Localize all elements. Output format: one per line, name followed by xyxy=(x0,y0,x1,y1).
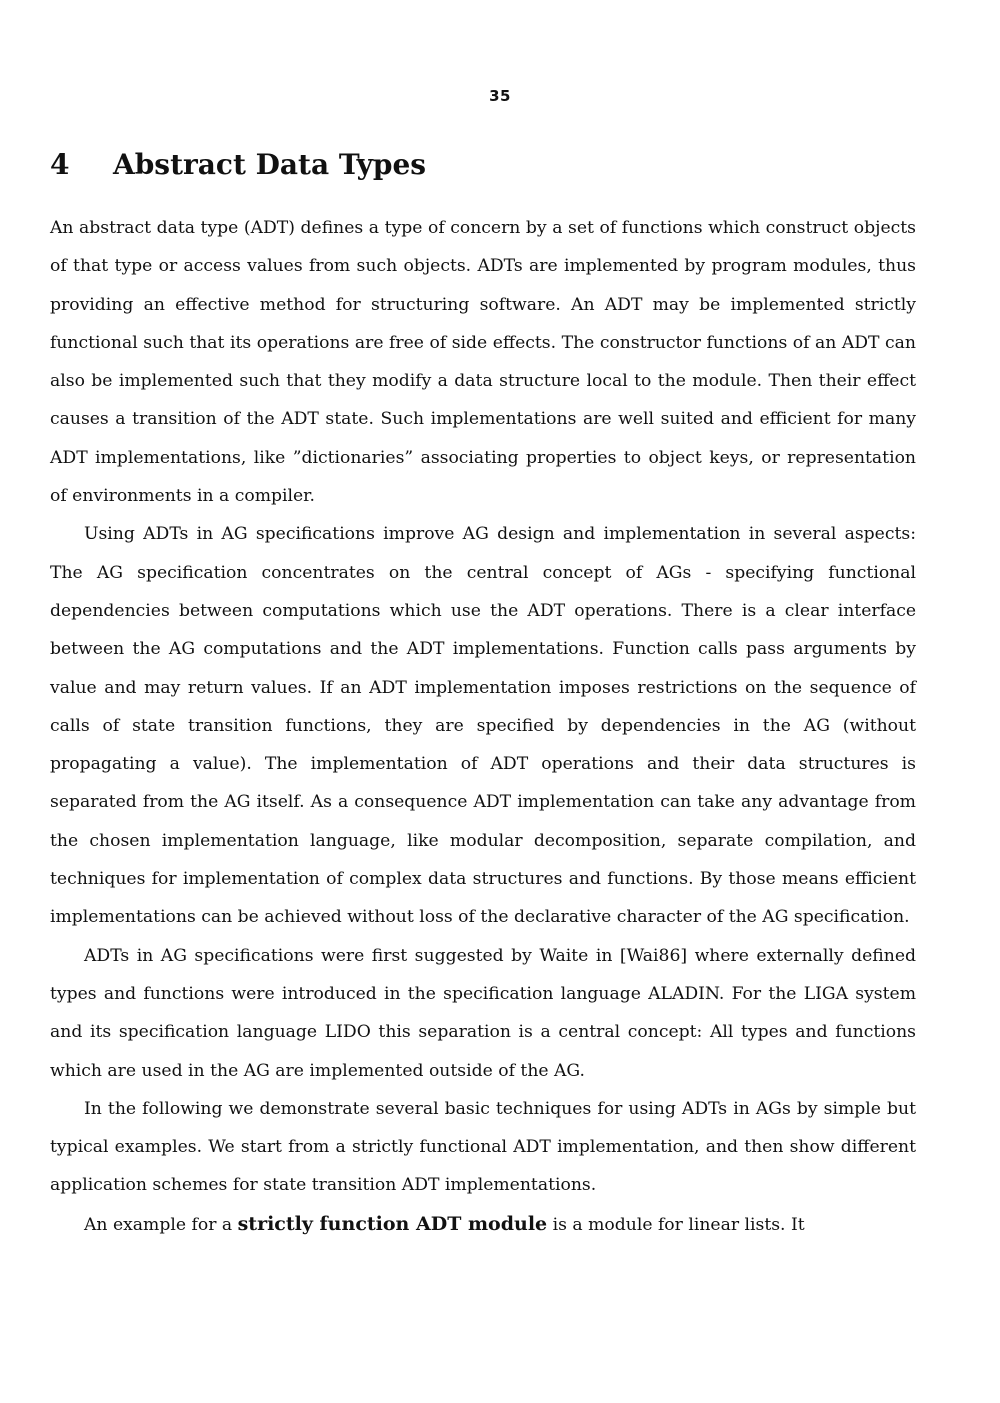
body-text xyxy=(50,209,916,1244)
paragraph-last xyxy=(50,1205,916,1244)
paragraph: ADTs in AG specifications were first suggested by Waite in [Wai86] where externally defined types and functions were introduced in the specification language ALADIN. For the LIGA system and its specification language LIDO this separation is a central concept: All types and functions which are used in the AG are implemented outside of the AG. xyxy=(50,945,916,1081)
page-number: 35 xyxy=(489,87,511,105)
section-number: 4 xyxy=(50,148,70,181)
paragraph: In the following we demonstrate several basic techniques for using ADTs in AGs by simple but typical examples. We start from a strictly functional ADT implementation, and then show different application schemes for state transition ADT implementations. xyxy=(50,1098,916,1196)
last-paragraph-prefix: An example for a xyxy=(84,1214,233,1235)
paragraph: Using ADTs in AG specifications improve AG design and implementation in several aspects: The AG specification concentrates on the central concept of AGs - specifying functional dependencies between computations which use the ADT operations. There is a clear interface between the AG computations and the ADT implementations. Function calls pass arguments by value and may return values. If an ADT implementation imposes restrictions on the sequence of calls of state transition functions, they are specified by dependencies in the AG (without propagating a value). The implementation of ADT operations and their data structures is separated from the AG itself. As a consequence ADT implementation can take any advantage from the chosen implementation language, like modular decomposition, separate compilation, and techniques for implementation of complex data structures and functions. By those means efficient implementations can be achieved without loss of the declarative character of the AG specification. xyxy=(50,524,916,928)
section-heading xyxy=(50,145,426,185)
last-paragraph-suffix: is a module for linear lists. It xyxy=(552,1214,805,1235)
bold-phrase: strictly function ADT module xyxy=(237,1212,548,1235)
paragraph: An abstract data type (ADT) defines a type of concern by a set of functions which construct objects of that type or access values from such objects. ADTs are implemented by program modules, thus providing an effective method for structuring software. An ADT may be implemented strictly functional such that its operations are free of side effects. The constructor functions of an ADT can also be implemented such that they modify a data structure local to the module. Then their effect causes a transition of the ADT state. Such implementations are well suited and efficient for many ADT implementations, like ”dictionaries” associating properties to object keys, or representation of environments in a compiler. xyxy=(50,218,916,507)
section-title: Abstract Data Types xyxy=(113,148,427,181)
